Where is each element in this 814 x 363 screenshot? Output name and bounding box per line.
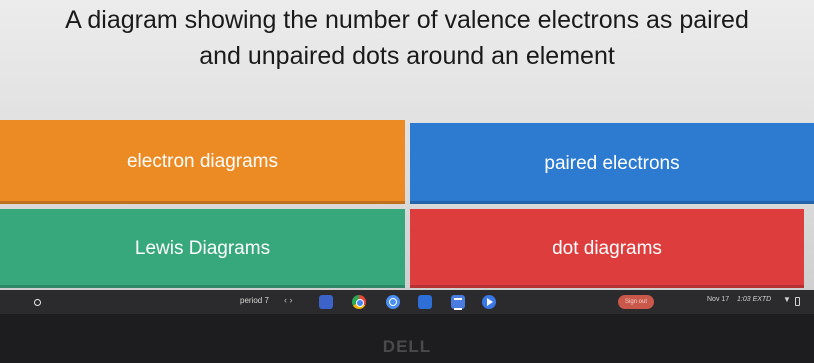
brand-logo: DELL xyxy=(382,337,432,356)
files-icon[interactable] xyxy=(418,295,432,309)
play-icon[interactable] xyxy=(482,295,496,309)
video-icon[interactable] xyxy=(319,295,333,309)
answer-option-4[interactable] xyxy=(410,209,804,288)
answer-option-2[interactable] xyxy=(410,123,814,204)
class-label: period 7 xyxy=(240,296,269,305)
answer-option-label: Lewis Diagrams xyxy=(134,237,271,259)
chrome-icon[interactable] xyxy=(352,295,366,309)
launcher-icon[interactable] xyxy=(34,299,41,306)
search-icon[interactable] xyxy=(386,295,400,309)
os-shelf xyxy=(0,290,814,314)
answer-option-label: dot diagrams xyxy=(552,237,662,259)
answer-option-label: paired electrons xyxy=(544,152,680,174)
time-display: 1:03 EXTD xyxy=(737,296,772,303)
sign-out-button[interactable]: Sign out xyxy=(618,295,654,309)
nav-arrows-icon[interactable]: ‹ › xyxy=(284,295,293,305)
wifi-icon[interactable]: ▼ xyxy=(783,295,791,304)
question-text xyxy=(0,2,814,74)
battery-icon[interactable] xyxy=(795,297,800,306)
question-line-2: and unpaired dots around an element xyxy=(199,42,615,70)
date-display: Nov 17 xyxy=(707,296,730,303)
question-line-1: A diagram showing the number of valence electrons as paired xyxy=(65,6,749,34)
answer-option-1[interactable] xyxy=(0,120,405,204)
answer-option-3[interactable] xyxy=(0,209,405,288)
docs-icon[interactable] xyxy=(451,295,465,309)
answer-option-label: electron diagrams xyxy=(126,151,279,172)
answer-grid xyxy=(0,120,814,288)
